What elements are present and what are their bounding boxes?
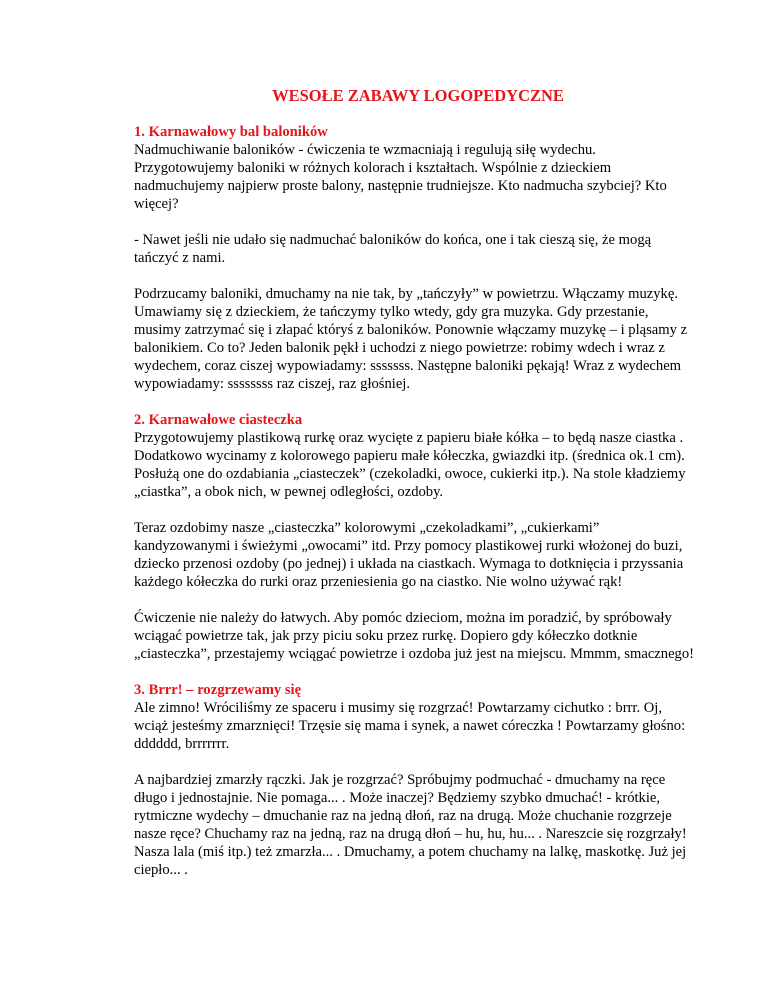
paragraph: A najbardziej zmarzły rączki. Jak je rozgrzać? Spróbujmy podmuchać - dmuchamy na ręce długo i jednostajnie. Nie pomaga... . Może inaczej? Będziemy szybko dmuchać! - krótkie, rytmiczne wydechy – dmuchanie raz na jedną dłoń, raz na drugą. Może chuchanie rozgrzeje nasze ręce? Chuchamy raz na jedną, raz na drugą dłoń – hu, hu, hu... . Nareszcie się rozgrzały! Nasza lala (miś itp.) też zmarzła... . Dmuchamy, a potem chuchamy na lalkę, maskotkę. Już jej ciepło... . [134,772,687,878]
paragraph: Ale zimno! Wróciliśmy ze spaceru i musimy się rozgrzać! Powtarzamy cichutko : brrr. Oj, wciąż jesteśmy zmarznięci! Trzęsie się mama i synek, a nawet córeczka ! Powtarzamy głośno: dddddd, brrrrrrr. [134,700,686,752]
paragraph: Teraz ozdobimy nasze „ciasteczka” kolorowymi „czekoladkami”, „cukierkami” kandyzowanymi i świeżymi „owocami” itd. Przy pomocy plastikowej rurki włożonej do buzi, dziecko przenosi ozdoby (po jednej) i układa na ciastkach. Wymaga to dotknięcia i przyssania każdego kółeczka do rurki oraz przeniesienia go na ciastko. Nie wolno używać rąk! [134,520,684,590]
section-heading: 2. Karnawałowe ciasteczka [134,412,303,428]
section-heading: 3. Brrr! – rozgrzewamy się [134,682,302,698]
paragraph: Nadmuchiwanie baloników - ćwiczenia te wzmacniają i regulują siłę wydechu. Przygotowujemy baloniki w różnych kolorach i kształtach. Wspólnie z dzieckiem nadmuchujemy najpierw proste balony, następnie trudniejsze. Kto nadmucha szybciej? Kto więcej? [134,142,667,212]
paragraph: Podrzucamy baloniki, dmuchamy na nie tak, by „tańczyły” w powietrzu. Włączamy muzykę. Umawiamy się z dzieckiem, że tańczymy tylko wtedy, gdy gra muzyka. Gdy przestanie, musimy zatrzymać się i złapać któryś z baloników. Ponownie włączamy muzykę – i pląsamy z balonikiem. Co to? Jeden balonik pękł i uchodzi z niego powietrze: robimy wdech i wraz z wydechem, coraz ciszej wypowiadamy: sssssss. Następne baloniki pękają! Wraz z wydechem wypowiadamy: ssssssss raz ciszej, raz głośniej. [134,286,688,392]
document-page [134,86,694,897]
paragraph: - Nawet jeśli nie udało się nadmuchać baloników do końca, one i tak cieszą się, że mogą tańczyć z nami. [134,232,652,266]
section-heading: 1. Karnawałowy bal baloników [134,124,328,140]
paragraph: Przygotowujemy plastikową rurkę oraz wycięte z papieru białe kółka – to będą nasze ciastka . Dodatkowo wycinamy z kolorowego papieru małe kółeczka, gwiazdki itp. (średnica ok.1 cm). Posłużą one do ozdabiania „ciasteczek” (czekoladki, owoce, cukierki itp.). Na stole kładziemy „ciastka”, a obok nich, w pewnej odległości, ozdoby. [134,430,686,500]
section-rozgrzewamy-sie [134,681,694,879]
paragraph: Ćwiczenie nie należy do łatwych. Aby pomóc dzieciom, można im poradzić, by spróbowały wciągać powietrze tak, jak przy piciu soku przez rurkę. Dopiero gdy kółeczko dotknie „ciasteczka”, przestajemy wciągać powietrze i ozdoba już jest na miejscu. Mmmm, smacznego! [134,610,694,662]
document-title: WESOŁE ZABAWY LOGOPEDYCZNE [272,86,564,105]
section-karnawalowy-bal [134,123,694,393]
section-karnawalowe-ciasteczka [134,411,694,663]
